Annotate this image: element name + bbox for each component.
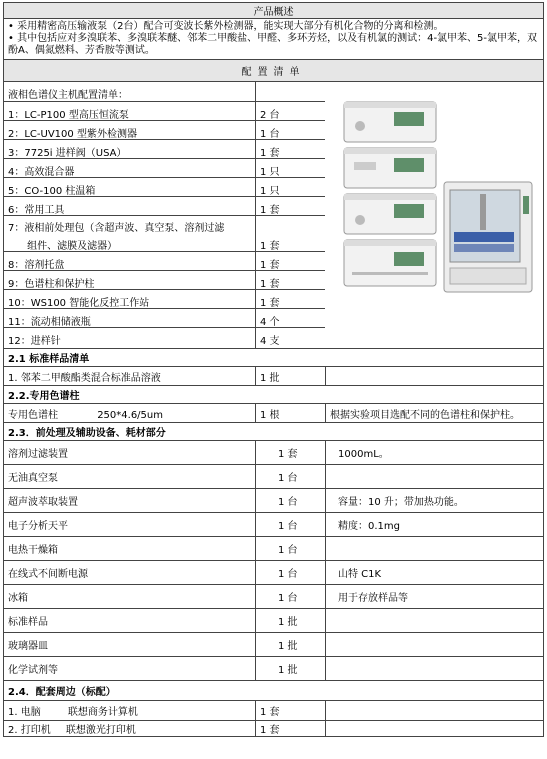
config-item: 3：7725i 进样阀（USA） [8,148,127,159]
aux-qty: 1 台 [256,537,326,561]
config-qty: 2 台 [260,110,280,121]
config-item: 1：LC-P100 型高压恒流泵 [8,110,129,121]
aux-qty: 1 台 [256,585,326,609]
config-qty: 1 套 [260,241,280,252]
config-item: 9：色谱柱和保护柱 [8,279,95,290]
config-subtitle: 液相色谱仪主机配置清单： [8,90,128,101]
aux-qty: 1 台 [256,489,326,513]
aux-note: 容量：10 升；带加热功能。 [326,489,544,513]
config-item: 7：液相前处理包（含超声波、真空泵、溶剂过滤 [8,223,225,234]
peripheral-spec: 联想激光打印机 [65,725,136,736]
aux-qty: 1 批 [256,657,326,681]
config-item: 10：WS100 智能化反控工作站 [8,298,150,309]
config-qty: 1 套 [260,279,280,290]
standards-header: 2.1 标准样品清单 [4,349,544,367]
aux-qty: 1 批 [256,609,326,633]
aux-name: 电子分析天平 [4,513,256,537]
overview-bullet: • 采用精密高压输液泵（2台）配合可变波长紫外检测器，能实现大部分有机化合物的分离和检测。 [8,21,444,32]
aux-qty: 1 台 [256,561,326,585]
aux-name: 玻璃器皿 [4,633,256,657]
aux-note [326,609,544,633]
aux-name: 溶剂过滤装置 [4,441,256,465]
column-oven-module [344,240,436,286]
config-block [4,82,544,349]
config-item: 8：溶剂托盘 [8,260,65,271]
pump-module [344,194,436,234]
aux-qty: 1 台 [256,513,326,537]
config-qty: 1 套 [260,148,280,159]
config-item: 2：LC-UV100 型紫外检测器 [8,129,137,140]
aux-name: 电热干燥箱 [4,537,256,561]
overview-title: 产品概述 [4,3,544,19]
pump-module [344,102,436,142]
aux-name: 无油真空泵 [4,465,256,489]
peripheral-cell [4,721,256,737]
overview-bullet: • 其中包括应对多溴联苯、多溴联苯醚、邻苯二甲酸盐、甲醛、多环芳烃，以及有机氯的测试：4-氯甲苯、5-氯甲苯，双酚A、偶氮燃料、芳香胺等测试。 [8,33,538,56]
aux-note [326,633,544,657]
config-qty: 1 套 [260,205,280,216]
standards-name: 1. 邻苯二甲酸酯类混合标准品溶液 [4,367,256,386]
column-qty: 1 根 [256,404,326,423]
aux-name: 在线式不间断电源 [4,561,256,585]
detector-module [344,148,436,188]
spec-table [3,2,544,737]
peripheral-name: 2. 打印机 [8,725,51,736]
aux-note: 精度：0.1mg [326,513,544,537]
aux-note: 用于存放样品等 [326,585,544,609]
aux-qty: 1 批 [256,633,326,657]
config-qty: 1 套 [260,260,280,271]
config-item: 11：流动相储液瓶 [8,317,91,328]
config-item: 4：高效混合器 [8,167,75,178]
peripheral-spec: 联想商务计算机 [67,707,138,718]
overview-text [4,19,544,60]
config-qty: 4 支 [260,336,280,347]
aux-qty: 1 套 [256,441,326,465]
config-item: 5：CO-100 柱温箱 [8,186,96,197]
hplc-system-image [340,96,536,310]
config-qty: 4 个 [260,317,280,328]
aux-name: 冰箱 [4,585,256,609]
aux-qty: 1 台 [256,465,326,489]
column-name-cell [4,404,256,423]
peripheral-qty: 1 套 [256,701,326,721]
aux-name: 化学试剂等 [4,657,256,681]
aux-note: 1000mL。 [326,441,544,465]
peripheral-name: 1. 电脑 [8,707,41,718]
autosampler [444,182,532,292]
config-item: 6：常用工具 [8,205,65,216]
config-qty: 1 台 [260,129,280,140]
column-name: 专用色谱柱 [8,409,58,421]
config-qty: 1 只 [260,186,280,197]
aux-header: 2.3．前处理及辅助设备、耗材部分 [4,423,544,441]
column-note: 根据实验项目选配不同的色谱柱和保护柱。 [326,404,544,423]
config-item: 12：进样针 [8,336,61,347]
aux-note [326,465,544,489]
aux-note [326,657,544,681]
config-qty: 1 只 [260,167,280,178]
aux-note: 山特 C1K [326,561,544,585]
config-qty: 1 套 [260,298,280,309]
standards-qty: 1 批 [256,367,326,386]
aux-note [326,537,544,561]
column-spec: 250*4.6/5um [97,409,163,421]
peripheral-cell [4,701,256,721]
peripherals-header: 2.4．配套周边（标配） [4,681,544,701]
config-item: 组件、滤膜及滤器） [8,241,118,252]
aux-name: 标准样品 [4,609,256,633]
aux-name: 超声波萃取装置 [4,489,256,513]
column-header: 2.2.专用色谱柱 [4,386,544,404]
config-title: 配置清单 [4,60,544,82]
peripheral-qty: 1 套 [256,721,326,737]
